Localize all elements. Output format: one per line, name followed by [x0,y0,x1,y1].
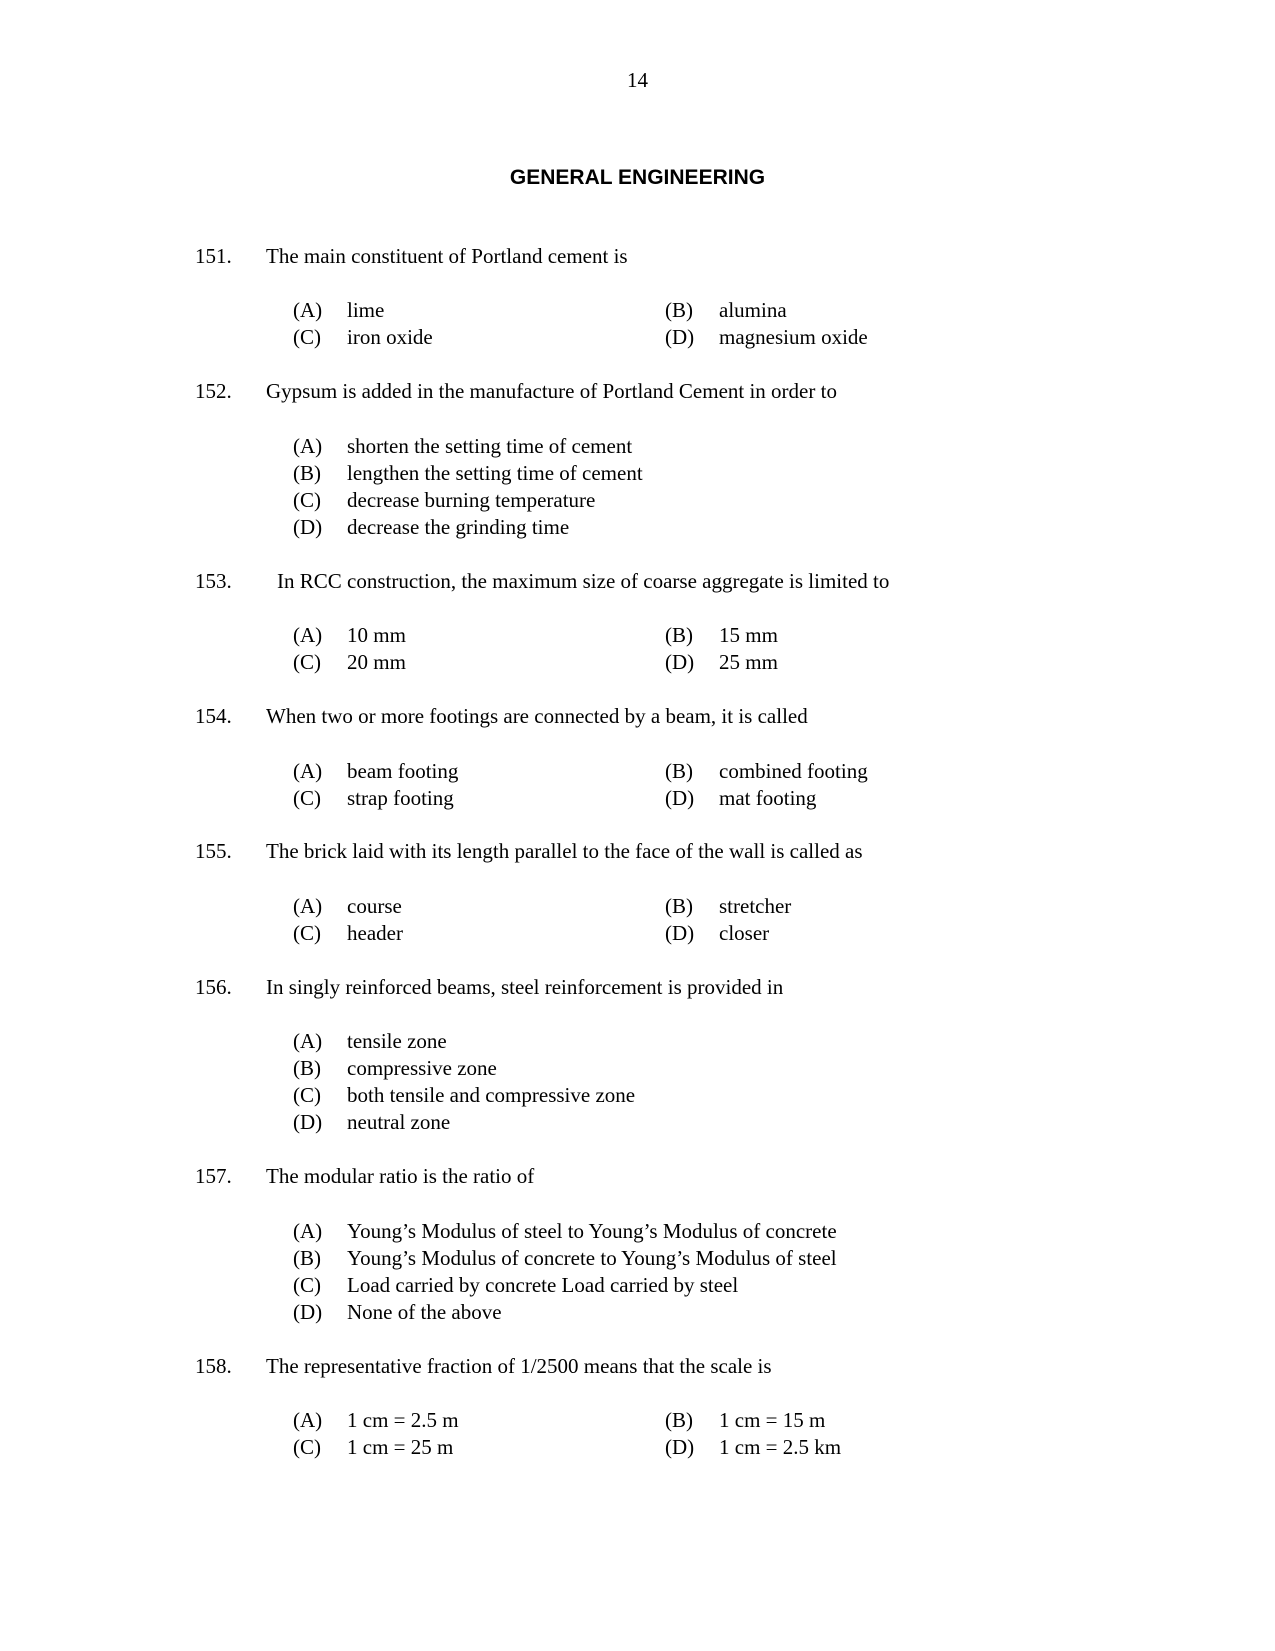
option-text: 25 mm [719,650,778,674]
option-label: (C) [293,325,321,349]
option-text: shorten the setting time of cement [347,434,633,458]
option-label: (A) [293,1219,323,1243]
option-label: (D) [293,1300,323,1324]
question-text: The modular ratio is the ratio of [266,1164,535,1188]
option-text: closer [719,921,770,945]
question-number: 153. [195,569,232,593]
option-text: 1 cm = 25 m [347,1435,454,1459]
option-label: (A) [293,1408,323,1432]
question-text: When two or more footings are connected by a beam, it is called [266,704,808,728]
option-text: 1 cm = 2.5 km [719,1435,842,1459]
option-text: beam footing [347,759,459,783]
option-label: (A) [293,759,323,783]
option-text: magnesium oxide [719,325,868,349]
question-text: The brick laid with its length parallel to the face of the wall is called as [266,839,863,863]
option-label: (D) [665,650,695,674]
option-label: (C) [293,488,321,512]
option-label: (D) [665,786,695,810]
option-text: mat footing [719,786,817,810]
question-text: In RCC construction, the maximum size of coarse aggregate is limited to [277,569,890,593]
option-text: 10 mm [347,623,406,647]
option-label: (B) [293,1056,321,1080]
question-number: 156. [195,975,232,999]
option-text: both tensile and compressive zone [347,1083,636,1107]
option-label: (C) [293,1435,321,1459]
option-text: Load carried by concrete Load carried by steel [347,1273,739,1297]
option-label: (A) [293,298,323,322]
question-number: 154. [195,704,232,728]
question-number: 155. [195,839,232,863]
option-text: compressive zone [347,1056,497,1080]
option-label: (B) [665,759,693,783]
option-text: 1 cm = 15 m [719,1408,826,1432]
option-label: (D) [665,325,695,349]
option-label: (A) [293,1029,323,1053]
option-text: tensile zone [347,1029,447,1053]
option-label: (B) [665,1408,693,1432]
option-text: lime [347,298,385,322]
option-text: strap footing [347,786,454,810]
option-label: (C) [293,650,321,674]
option-text: iron oxide [347,325,433,349]
option-text: stretcher [719,894,792,918]
option-label: (B) [293,461,321,485]
option-text: None of the above [347,1300,502,1324]
option-text: 15 mm [719,623,778,647]
option-label: (D) [665,921,695,945]
option-label: (B) [293,1246,321,1270]
option-text: header [347,921,403,945]
option-label: (B) [665,894,693,918]
option-label: (A) [293,434,323,458]
page-number: 14 [627,68,648,92]
option-text: decrease burning temperature [347,488,596,512]
option-label: (C) [293,1273,321,1297]
option-label: (D) [665,1435,695,1459]
question-number: 158. [195,1354,232,1378]
option-label: (C) [293,1083,321,1107]
question-text: The representative fraction of 1/2500 means that the scale is [266,1354,772,1378]
option-text: combined footing [719,759,868,783]
question-text: The main constituent of Portland cement is [266,244,628,268]
option-label: (D) [293,515,323,539]
question-text: Gypsum is added in the manufacture of Portland Cement in order to [266,379,837,403]
option-text: neutral zone [347,1110,451,1134]
option-label: (A) [293,894,323,918]
option-label: (A) [293,623,323,647]
question-text: In singly reinforced beams, steel reinforcement is provided in [266,975,784,999]
option-label: (C) [293,921,321,945]
option-text: Young’s Modulus of concrete to Young’s Modulus of steel [347,1246,837,1270]
option-text: 1 cm = 2.5 m [347,1408,459,1432]
option-text: Young’s Modulus of steel to Young’s Modulus of concrete [347,1219,837,1243]
question-number: 151. [195,244,232,268]
option-label: (B) [665,298,693,322]
question-number: 152. [195,379,232,403]
section-title: GENERAL ENGINEERING [509,166,766,189]
option-label: (C) [293,786,321,810]
option-label: (B) [665,623,693,647]
option-text: lengthen the setting time of cement [347,461,643,485]
option-text: decrease the grinding time [347,515,570,539]
question-number: 157. [195,1164,232,1188]
option-label: (D) [293,1110,323,1134]
option-text: alumina [719,298,787,322]
option-text: course [347,894,402,918]
option-text: 20 mm [347,650,406,674]
